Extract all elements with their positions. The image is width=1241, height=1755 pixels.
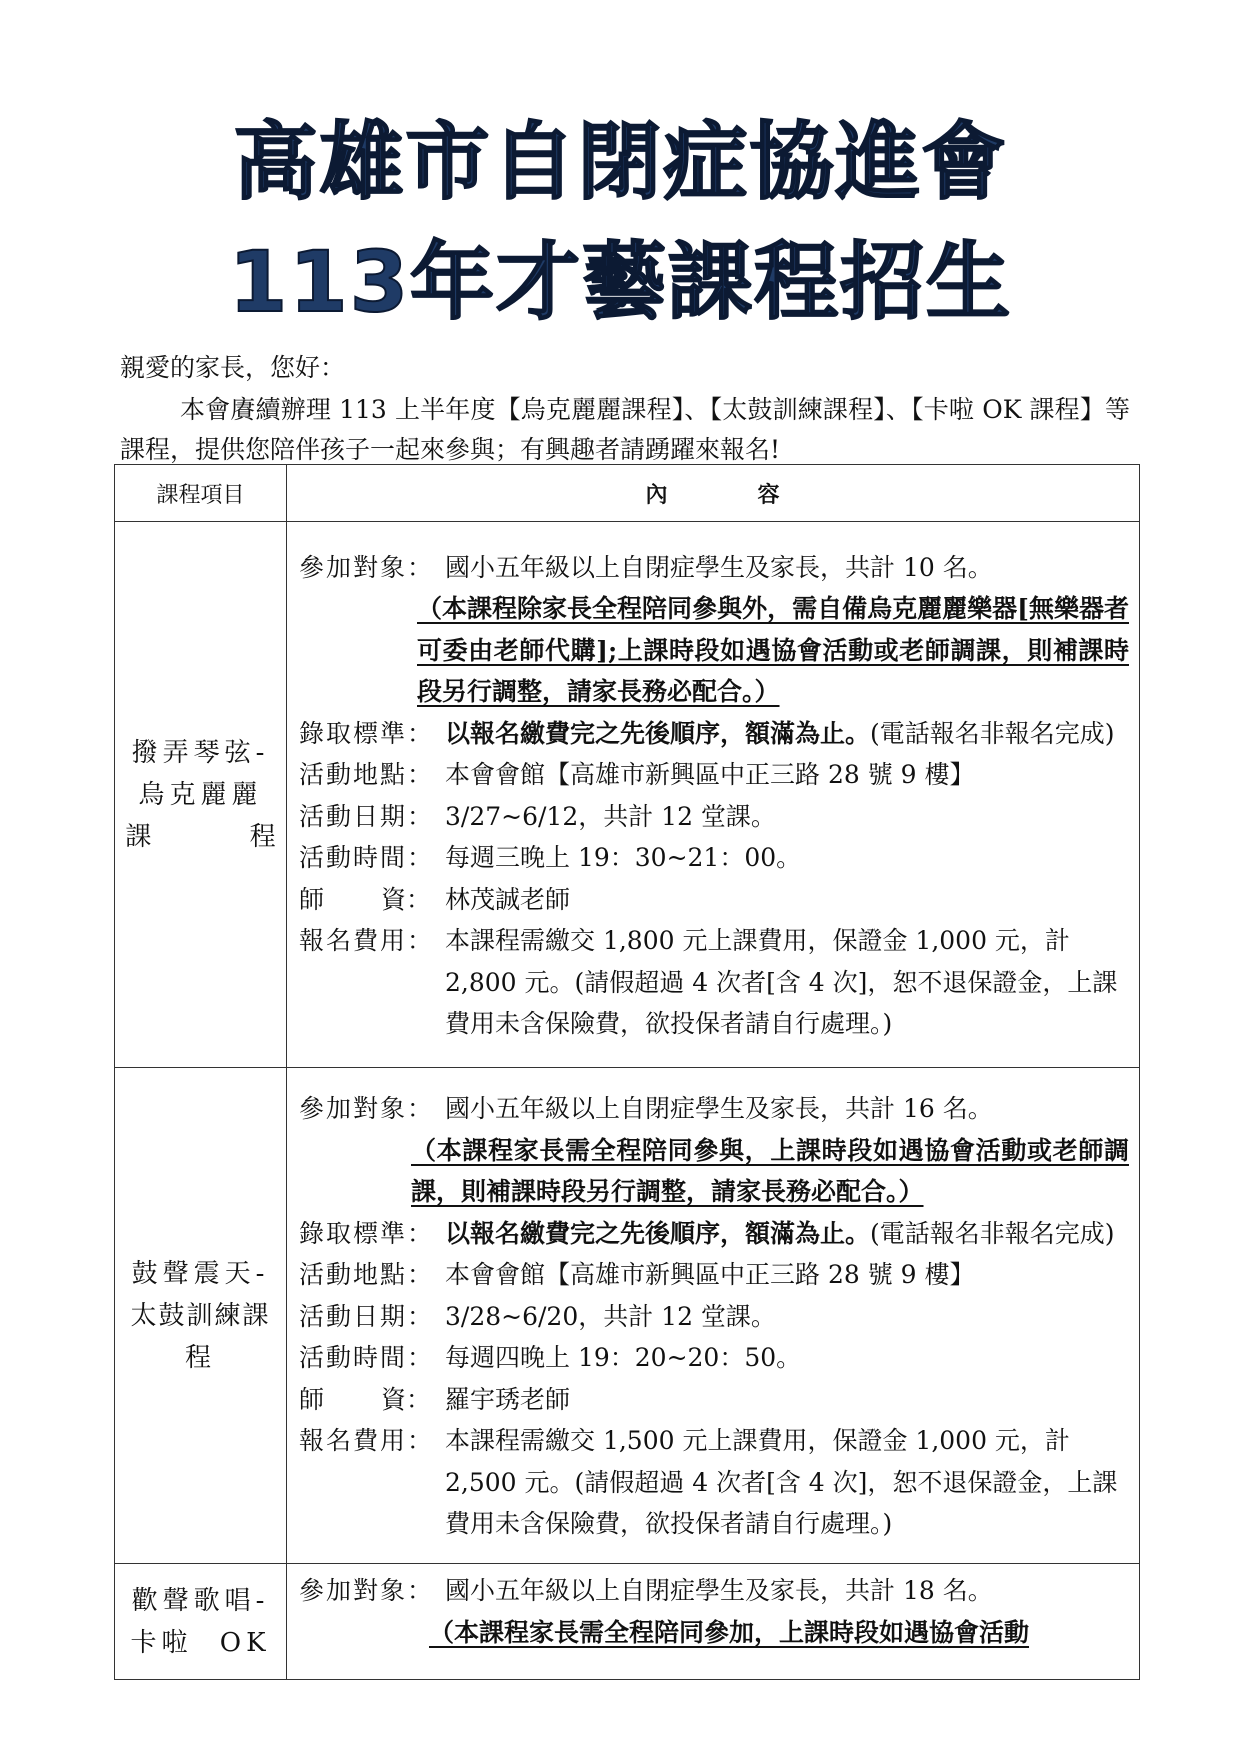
page-subtitle: 113年才藝課程招生 — [228, 233, 1013, 331]
greeting: 親愛的家長，您好： — [120, 353, 346, 382]
criteria-row: 錄取標準： 以報名繳費完之先後順序，額滿為止。(電話報名非報名完成) — [299, 718, 1115, 748]
page-title: 高雄市自閉症協進會 — [233, 113, 1008, 211]
location-row: 活動地點： 本會會館【高雄市新興區中正三路 28 號 9 樓】 — [299, 760, 975, 789]
fee-row: 報名費用： 本課程需繳交 1,500 元上課費用，保證金 1,000 元，計 2,500 元。(請假超過 4 次者[含 4 次]，恕不退保證金，上課費用未含保險費，欲投保者請自行處理。) — [299, 1426, 1118, 1539]
fee-row: 報名費用： 本課程需繳交 1,800 元上課費用，保證金 1,000 元，計 2,800 元。(請假超過 4 次者[含 4 次]，恕不退保證金，上課費用未含保險費，欲投保者請自行處理。) — [299, 926, 1118, 1038]
time-row: 活動時間： 每週四晚上 19：20~20：50。 — [299, 1343, 802, 1373]
course-note: （本課程除家長全程陪同參與外，需自備烏克麗麗樂器[無樂器者可委由老師代購];上課時段如遇協會活動或老師調課，則補課時段另行調整，請家長務必配合。） — [417, 594, 1129, 706]
course-content — [287, 522, 1140, 1068]
teacher-row: 師 資： 羅宇琇老師 — [299, 1384, 571, 1414]
course-name: 歡聲歌唱- 卡啦 OK — [115, 1564, 287, 1680]
target-row: 參加對象： 國小五年級以上自閉症學生及家長，共計 10 名。 — [299, 552, 993, 582]
date-row: 活動日期： 3/28~6/20，共計 12 堂課。 — [299, 1301, 776, 1331]
time-row: 活動時間： 每週三晚上 19：30~21：00。 — [299, 843, 802, 872]
date-row: 活動日期： 3/27~6/12，共計 12 堂課。 — [299, 801, 776, 831]
teacher-row: 師 資： 林茂誠老師 — [299, 884, 571, 914]
header-item: 課程項目 — [115, 465, 287, 522]
table-row — [115, 1564, 1140, 1680]
target-row: 參加對象： 國小五年級以上自閉症學生及家長，共計 18 名。 — [299, 1576, 993, 1605]
target-row: 參加對象： 國小五年級以上自閉症學生及家長，共計 16 名。 — [299, 1094, 993, 1124]
course-note: （本課程家長需全程陪同參加，上課時段如遇協會活動 — [429, 1617, 1030, 1647]
table-row — [115, 522, 1140, 1068]
course-table — [114, 464, 1140, 1680]
intro-paragraph: 本會賡續辦理 113 上半年度【烏克麗麗課程】、【太鼓訓練課程】、【卡啦 OK 課程】等課程，提供您陪伴孩子一起來參與；有興趣者請踴躍來報名! — [120, 395, 1130, 464]
table-row — [115, 1068, 1140, 1564]
course-content — [287, 1564, 1140, 1680]
course-name: 鼓聲震天- 太鼓訓練課 程 — [115, 1068, 287, 1564]
table-header-row — [115, 465, 1140, 522]
course-name: 撥弄琴弦- 烏克麗麗 課 程 — [115, 522, 287, 1068]
course-content — [287, 1068, 1140, 1564]
header-content: 內容 — [287, 465, 1140, 522]
criteria-row: 錄取標準： 以報名繳費完之先後順序，額滿為止。(電話報名非報名完成) — [299, 1218, 1115, 1248]
course-note: （本課程家長需全程陪同參與，上課時段如遇協會活動或老師調課，則補課時段另行調整，請家長務必配合。） — [411, 1135, 1129, 1207]
location-row: 活動地點： 本會會館【高雄市新興區中正三路 28 號 9 樓】 — [299, 1260, 975, 1290]
